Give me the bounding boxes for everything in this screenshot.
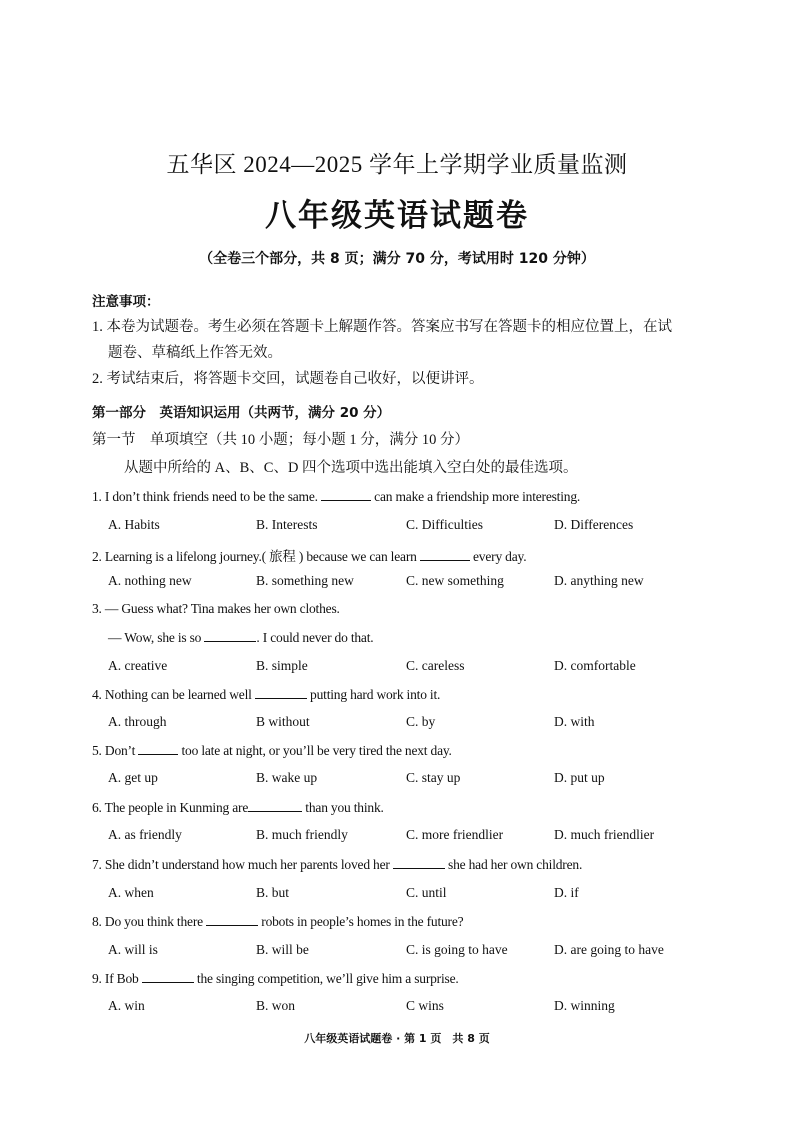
exam-subject-title: 八年级英语试题卷 (265, 198, 529, 234)
answer-blank (420, 548, 470, 561)
option-c: C. new something (406, 573, 504, 588)
question-text: 1. I don’t think friends need to be the same. (92, 489, 321, 504)
option-c: C. Difficulties (406, 517, 483, 532)
question-text: can make a friendship more interesting. (371, 489, 581, 504)
question-1 (92, 488, 742, 505)
option-a: A. get up (108, 770, 158, 785)
exam-info: （全卷三个部分，共 8 页；满分 70 分，考试用时 120 分钟） (199, 251, 595, 267)
option-d: D. Differences (554, 517, 634, 532)
option-b: B. won (256, 998, 296, 1013)
question-text: 6. The people in Kunming are (92, 800, 249, 815)
question-3: 3. — Guess what? Tina makes her own clothes. (92, 601, 340, 616)
question-text: too late at night, or you’ll be very tired the next day. (178, 743, 452, 758)
option-c: C. stay up (406, 770, 461, 785)
section-1-instruction: 从题中所给的 A、B、C、D 四个选项中选出能填入空白处的最佳选项。 (124, 460, 578, 476)
question-6 (92, 799, 742, 816)
answer-blank (138, 742, 178, 755)
question-text: . I could never do that. (256, 630, 374, 645)
answer-blank (248, 799, 302, 812)
option-c: C. is going to have (406, 942, 508, 957)
option-a: A. will is (108, 942, 158, 957)
option-d: D. put up (554, 770, 605, 785)
question-2 (92, 545, 742, 565)
answer-blank (321, 488, 371, 501)
notice-heading: 注意事项： (92, 294, 160, 310)
option-b: B. something new (256, 573, 354, 588)
question-3-reply (108, 629, 758, 646)
option-c: C. more friendlier (406, 827, 504, 842)
question-text: than you think. (302, 800, 384, 815)
option-a: A. creative (108, 658, 168, 673)
question-text: 5. Don’t (92, 743, 139, 758)
question-text: 4. Nothing can be learned well (92, 687, 255, 702)
notice-item-2: 2. 考试结束后，将答题卡交回，试题卷自己收好，以便讲评。 (92, 371, 484, 387)
part-1-heading: 第一部分 英语知识运用（共两节，满分 20 分） (92, 405, 391, 421)
option-d: D. if (554, 885, 579, 900)
option-d: D. with (554, 714, 595, 729)
option-c: C. by (406, 714, 436, 729)
option-b: B. but (256, 885, 290, 900)
notice-item-1 (92, 314, 732, 366)
option-b: B. will be (256, 942, 309, 957)
notice-item-1-line-1: 1. 本卷为试题卷。考生必须在答题卡上解题作答。答案应书写在答题卡的相应位置上，在试 (92, 319, 672, 335)
answer-blank (393, 856, 445, 869)
option-a: A. Habits (108, 517, 160, 532)
option-b: B. Interests (256, 517, 318, 532)
option-d: D. comfortable (554, 658, 636, 673)
answer-blank (204, 629, 256, 642)
option-d: D. anything new (554, 573, 644, 588)
answer-blank (142, 970, 194, 983)
question-text: 7. She didn’t understand how much her parents loved her (92, 857, 393, 872)
option-b: B. much friendly (256, 827, 348, 842)
option-c: C. until (406, 885, 447, 900)
option-a: A. nothing new (108, 573, 192, 588)
notice-item-1-line-2: 题卷、草稿纸上作答无效。 (108, 345, 282, 361)
section-1-heading: 第一节 单项填空（共 10 小题；每小题 1 分，满分 10 分） (92, 432, 469, 448)
option-d: D. much friendlier (554, 827, 655, 842)
answer-blank (255, 686, 307, 699)
exam-title: 五华区 2024—2025 学年上学期学业质量监测 (166, 152, 628, 177)
question-text: 9. If Bob (92, 971, 142, 986)
question-text: every day. (469, 549, 527, 564)
question-7 (92, 856, 742, 873)
question-text: robots in people’s homes in the future? (258, 914, 464, 929)
question-text: she had her own children. (444, 857, 583, 872)
question-8 (92, 913, 742, 930)
question-5 (92, 742, 742, 759)
question-text: 2. Learning is a lifelong journey.( 旅程 ) because we can learn (92, 549, 420, 564)
option-b: B without (256, 714, 310, 729)
question-4 (92, 686, 742, 703)
page-footer: 八年级英语试题卷 · 第 1 页 共 8 页 (304, 1032, 490, 1045)
question-text: — Wow, she is so (108, 630, 205, 645)
option-d: D. winning (554, 998, 615, 1013)
question-text: 8. Do you think there (92, 914, 207, 929)
question-text: putting hard work into it. (306, 687, 441, 702)
question-text: the singing competition, we’ll give him a surprise. (193, 971, 459, 986)
option-d: D. are going to have (554, 942, 664, 957)
option-a: A. as friendly (108, 827, 182, 842)
answer-blank (206, 913, 258, 926)
option-a: A. through (108, 714, 167, 729)
option-c: C. careless (406, 658, 465, 673)
question-9 (92, 970, 742, 987)
option-a: A. win (108, 998, 145, 1013)
option-b: B. simple (256, 658, 308, 673)
option-c: C wins (406, 998, 444, 1013)
option-a: A. when (108, 885, 154, 900)
option-b: B. wake up (256, 770, 318, 785)
